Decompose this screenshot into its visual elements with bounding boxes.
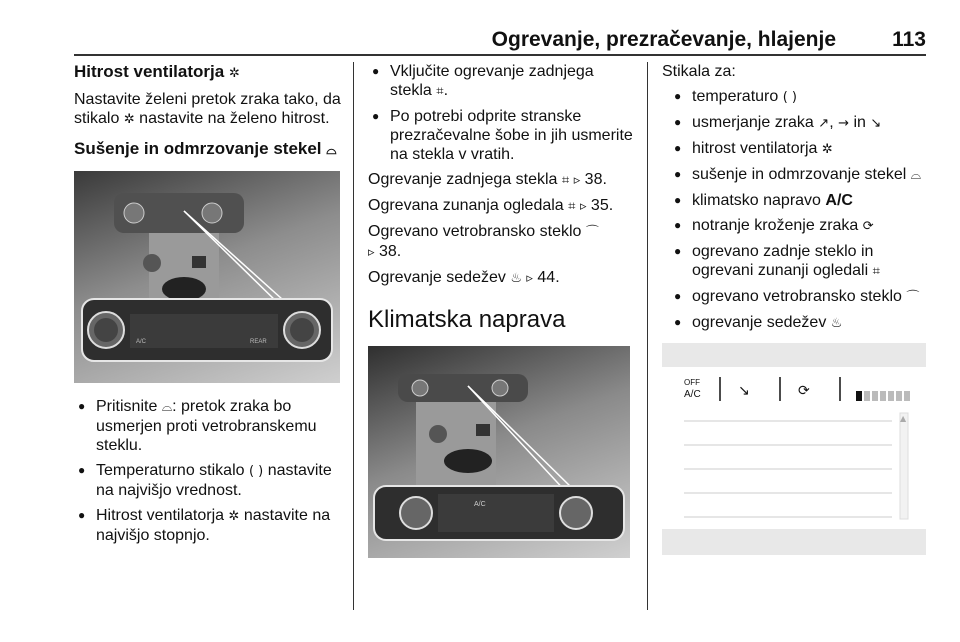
climate-console-illustration — [368, 346, 630, 558]
list-item — [670, 87, 930, 107]
ac-label: A/C — [825, 192, 853, 209]
fan-icon: ✲ — [821, 142, 833, 157]
air-distribution-icon: ↘ — [870, 116, 882, 131]
column-divider — [647, 62, 648, 610]
list-item-text: notranje kroženje zraka — [692, 217, 859, 234]
fan-icon: ✲ — [123, 112, 135, 127]
page-header — [74, 28, 926, 52]
list-item-text: temperaturo — [692, 88, 779, 105]
list-item — [670, 216, 930, 236]
seat-heat-icon: ♨ — [830, 316, 843, 331]
list-item — [670, 191, 930, 210]
bullet-list — [670, 87, 930, 333]
list-item-text: . — [443, 82, 449, 99]
temperature-icon: ( ) — [782, 90, 797, 105]
windscreen-heat-icon: ⌒ — [906, 290, 920, 305]
list-item-text: usmerjanje zraka — [692, 114, 814, 131]
list-item-text: ogrevano zadnje steklo in ogrevani zunanji ogledali — [692, 243, 874, 279]
section-heading — [74, 62, 342, 84]
rear-window-heat-icon: ⌗ — [561, 173, 570, 188]
fan-icon: ✲ — [228, 509, 240, 524]
paragraph-text: Nastavite želeni pretok zraka tako, da stikalo — [74, 91, 341, 127]
display-diagram — [662, 343, 926, 555]
list-item-text: sušenje in odmrzovanje stekel — [692, 166, 907, 183]
reference-page[interactable]: 38. — [378, 243, 402, 260]
list-item — [670, 165, 930, 185]
heading-text: Sušenje in odmrzovanje stekel — [74, 139, 322, 158]
fan-level-bars — [856, 391, 910, 401]
reference-page[interactable]: 44. — [537, 269, 560, 286]
list-item-text: klimatsko napravo — [692, 192, 821, 209]
windscreen-defrost-icon: ⌓ — [326, 143, 337, 158]
page-reference-icon[interactable]: ▹ — [579, 199, 587, 214]
temperature-icon: ( ) — [248, 464, 264, 479]
fan-icon: ✲ — [228, 66, 240, 81]
air-distribution-icon: ↘ — [738, 383, 750, 399]
air-distribution-icon: ↗ — [818, 116, 830, 131]
reference-text: Ogrevanje sedežev — [368, 269, 506, 286]
list-item — [670, 313, 930, 333]
display-ac-label: A/C — [684, 389, 701, 400]
page-reference-icon[interactable]: ▹ — [526, 271, 533, 286]
list-item — [670, 113, 930, 133]
page-reference-icon[interactable]: ▹ — [368, 245, 375, 260]
reference-page[interactable]: 38. — [584, 171, 607, 188]
section-heading: Klimatska naprava — [368, 306, 566, 333]
bullet-list — [74, 397, 342, 545]
list-item-text: Hitrost ventilatorja — [96, 507, 225, 524]
reference-text: Ogrevano vetrobransko steklo — [368, 223, 582, 240]
list-item-text: Po potrebi odprite stranske prezračevalne šobe in jih usmerite na stekla v vratih. — [390, 108, 633, 163]
list-item-text: Pritisnite — [96, 398, 158, 415]
rear-button-label: REAR — [250, 339, 267, 345]
heading-text: Hitrost ventilatorja — [74, 62, 225, 81]
rear-window-heat-icon: ⌗ — [872, 264, 880, 279]
list-item-text: hitrost ventilatorja — [692, 140, 818, 157]
rear-window-heat-icon: ⌗ — [568, 199, 576, 214]
list-item-text: nastavite na najvišjo vrednost. — [96, 462, 332, 499]
list-item — [670, 242, 930, 281]
reference-line — [368, 222, 636, 262]
list-item — [368, 107, 636, 164]
list-item — [74, 506, 342, 545]
list-item-text: ogrevano vetrobransko steklo — [692, 288, 902, 305]
reference-line — [368, 170, 636, 190]
page-number: 113 — [892, 28, 926, 51]
console-illustration — [74, 171, 340, 383]
list-item-text: Vključite ogrevanje zadnjega stekla — [390, 63, 594, 99]
list-item — [74, 397, 342, 455]
bullet-list — [368, 62, 636, 164]
air-recirculation-icon: ⟳ — [798, 383, 810, 399]
paragraph-text: nastavite na želeno hitrost. — [139, 110, 330, 127]
windscreen-defrost-icon: ⌓ — [910, 168, 922, 183]
list-item — [670, 287, 930, 307]
svg-text:▲: ▲ — [900, 414, 907, 423]
seat-heat-icon: ♨ — [510, 271, 522, 286]
windscreen-defrost-icon: ⌓ — [161, 400, 173, 415]
climate-console-photo — [368, 346, 630, 558]
ac-button-label: A/C — [474, 501, 486, 508]
column-divider — [353, 62, 354, 610]
column-3 — [662, 62, 930, 555]
list-item — [670, 139, 930, 159]
list-item-text: ogrevanje sedežev — [692, 314, 827, 331]
reference-line — [368, 196, 636, 216]
display-off-label: OFF — [684, 378, 700, 387]
display-illustration — [662, 343, 926, 555]
list-item-text: : pretok zraka bo usmerjen proti vetrobranskemu steklu. — [96, 398, 317, 454]
air-recirculation-icon: ⟳ — [862, 219, 874, 234]
reference-text: Ogrevanje zadnjega stekla — [368, 171, 558, 188]
column-2 — [368, 62, 636, 558]
console-photo — [74, 171, 340, 383]
header-rule — [74, 54, 926, 56]
intro-text: Stikala za: — [662, 63, 736, 80]
column-1 — [74, 62, 342, 551]
section-heading — [74, 139, 342, 161]
list-item — [368, 62, 636, 101]
page-title: Ogrevanje, prezračevanje, hlajenje — [491, 28, 836, 51]
list-item-text: Temperaturno stikalo — [96, 462, 245, 479]
reference-text: Ogrevana zunanja ogledala — [368, 197, 564, 214]
list-item-text: nastavite na najvišjo stopnjo. — [96, 507, 331, 544]
paragraph — [74, 90, 342, 129]
reference-line — [368, 268, 636, 288]
ac-button-label: A/C — [136, 339, 147, 345]
page-reference-icon[interactable]: ▹ — [573, 173, 581, 188]
display-scrollbar — [900, 413, 908, 519]
list-item-text: , — [829, 114, 834, 131]
list-item — [74, 461, 342, 500]
reference-page[interactable]: 35. — [590, 197, 614, 214]
rear-window-heat-icon: ⌗ — [436, 84, 444, 99]
list-item-text: in — [853, 114, 866, 131]
windscreen-heat-icon: ⌒ — [585, 225, 599, 240]
air-distribution-icon: → — [838, 116, 849, 131]
